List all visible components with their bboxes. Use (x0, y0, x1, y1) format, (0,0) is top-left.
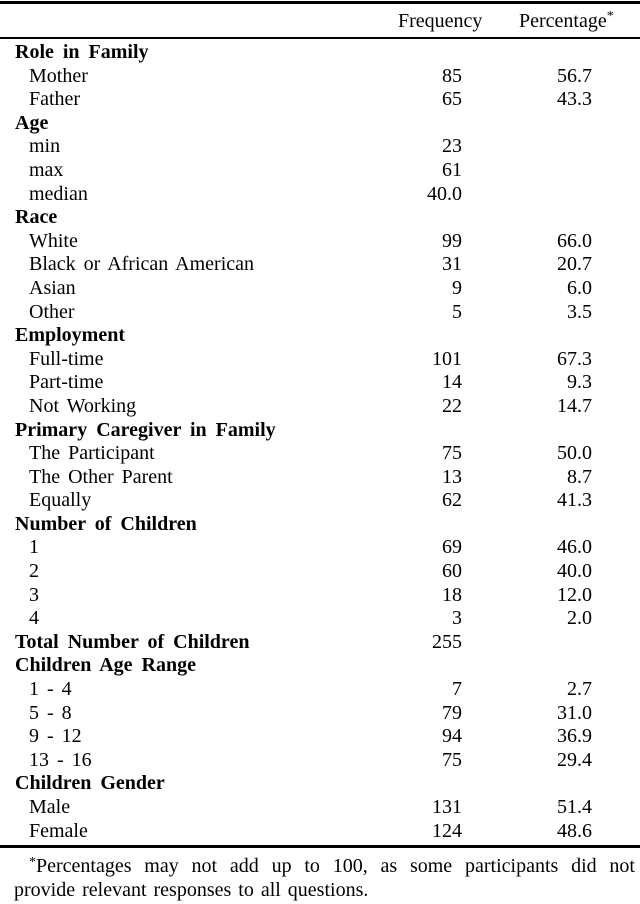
row-percentage (462, 654, 592, 678)
table-row (0, 654, 640, 678)
row-frequency: 18 (442, 583, 462, 606)
row-percentage: 20.7 (557, 253, 592, 276)
row-frequency: 124 (432, 819, 462, 842)
row-percentage (462, 631, 592, 655)
row-label: min (29, 135, 61, 158)
row-frequency (382, 419, 462, 443)
table-row (0, 65, 640, 89)
row-label: The Other Parent (29, 465, 173, 488)
row-label: 2 (29, 560, 39, 583)
table-row (0, 584, 640, 608)
row-label: Part-time (29, 371, 104, 394)
row-frequency: 9 (452, 276, 462, 299)
row-frequency: 5 (452, 300, 462, 323)
table-row (0, 230, 640, 254)
row-percentage: 3.5 (567, 300, 592, 323)
row-label: Race (15, 206, 58, 229)
row-percentage (462, 324, 592, 348)
table-bottom-rule (0, 845, 640, 848)
table-row (0, 183, 640, 207)
table-row (0, 159, 640, 183)
row-label: median (29, 182, 88, 205)
row-frequency: 61 (442, 158, 462, 181)
row-label: The Participant (29, 442, 155, 465)
row-frequency: 13 (442, 465, 462, 488)
row-frequency: 22 (442, 394, 462, 417)
row-label: 9 - 12 (29, 725, 82, 748)
row-percentage: 8.7 (567, 465, 592, 488)
row-percentage: 46.0 (557, 536, 592, 559)
table-row (0, 749, 640, 773)
table-row (0, 135, 640, 159)
row-frequency: 14 (442, 371, 462, 394)
row-frequency: 40.0 (427, 182, 462, 205)
row-frequency: 31 (442, 253, 462, 276)
percentage-column-header (519, 8, 614, 34)
table-row (0, 536, 640, 560)
table-header-row (0, 4, 640, 37)
table-row (0, 466, 640, 490)
table-row (0, 324, 640, 348)
table-body (0, 39, 640, 845)
row-label: Not Working (29, 394, 137, 417)
row-percentage: 31.0 (557, 701, 592, 724)
table-row (0, 631, 640, 655)
table-row (0, 442, 640, 466)
table-row (0, 489, 640, 513)
row-label: 13 - 16 (29, 748, 92, 771)
row-frequency: 7 (452, 678, 462, 701)
row-label: Full-time (29, 347, 104, 370)
row-percentage: 14.7 (557, 394, 592, 417)
row-percentage (462, 772, 592, 796)
row-percentage (462, 112, 592, 136)
footnote-asterisk: * (29, 855, 36, 871)
row-label: 1 (29, 536, 39, 559)
row-frequency: 79 (442, 701, 462, 724)
row-frequency: 131 (432, 796, 462, 818)
row-percentage: 41.3 (557, 489, 592, 512)
row-percentage: 43.3 (557, 88, 592, 111)
row-frequency: 75 (442, 748, 462, 771)
row-frequency (382, 41, 462, 65)
row-frequency: 85 (442, 64, 462, 87)
row-frequency: 94 (442, 725, 462, 748)
row-label: Male (29, 796, 71, 818)
row-frequency: 65 (442, 88, 462, 111)
row-label: Age (15, 111, 49, 134)
row-frequency: 60 (442, 560, 462, 583)
row-percentage: 56.7 (557, 64, 592, 87)
row-label: Female (29, 819, 88, 842)
table-row (0, 371, 640, 395)
row-frequency: 62 (442, 489, 462, 512)
table-row (0, 348, 640, 372)
row-percentage: 29.4 (557, 748, 592, 771)
row-frequency: 3 (452, 607, 462, 630)
row-label: Equally (29, 489, 92, 512)
row-label: Other (29, 300, 75, 323)
row-label: Children Age Range (15, 654, 196, 677)
row-percentage (462, 159, 592, 183)
footnote-text: Percentages may not add up to 100, as some participants did not provide relevant responses to all questions. (14, 855, 635, 901)
percentage-header-label: Percentage (519, 10, 607, 32)
row-frequency: 23 (442, 135, 462, 158)
row-percentage (462, 135, 592, 159)
row-label: 3 (29, 583, 39, 606)
row-percentage: 36.9 (557, 725, 592, 748)
row-frequency: 69 (442, 536, 462, 559)
table-row (0, 206, 640, 230)
table-row (0, 253, 640, 277)
row-label: 5 - 8 (29, 701, 72, 724)
row-frequency (382, 772, 462, 796)
row-frequency (382, 206, 462, 230)
row-label: Asian (29, 276, 76, 299)
row-label: Number of Children (15, 512, 197, 535)
row-label: White (29, 229, 78, 252)
row-frequency (382, 654, 462, 678)
row-percentage (462, 41, 592, 65)
table-row (0, 112, 640, 136)
row-frequency (382, 513, 462, 537)
table-row (0, 678, 640, 702)
row-label: Children Gender (15, 772, 165, 795)
table-row (0, 702, 640, 726)
row-frequency: 99 (442, 229, 462, 252)
table-row (0, 395, 640, 419)
row-label: Father (29, 88, 81, 111)
row-frequency (382, 324, 462, 348)
table-row (0, 88, 640, 112)
row-label: 4 (29, 607, 39, 630)
row-percentage (462, 419, 592, 443)
row-frequency: 75 (442, 442, 462, 465)
row-percentage: 2.0 (567, 607, 592, 630)
table-row (0, 513, 640, 537)
table-row (0, 796, 640, 820)
row-percentage: 6.0 (567, 276, 592, 299)
row-percentage: 2.7 (567, 678, 592, 701)
row-percentage: 50.0 (557, 442, 592, 465)
row-percentage: 9.3 (567, 371, 592, 394)
row-frequency: 255 (432, 630, 462, 653)
row-label: Black or African American (29, 253, 255, 276)
row-percentage: 67.3 (557, 347, 592, 370)
row-label: Role in Family (15, 41, 149, 63)
table-row (0, 772, 640, 796)
row-frequency: 101 (432, 347, 462, 370)
row-label: Employment (15, 324, 125, 347)
percentage-asterisk: * (606, 9, 614, 24)
table-row (0, 725, 640, 749)
frequency-column-header: Frequency (398, 10, 483, 32)
row-percentage: 51.4 (557, 796, 592, 818)
row-label: Total Number of Children (15, 630, 250, 653)
table-row (0, 607, 640, 631)
table-row (0, 277, 640, 301)
row-percentage: 48.6 (557, 819, 592, 842)
row-label: Mother (29, 64, 88, 87)
row-label: 1 - 4 (29, 678, 72, 701)
row-percentage (462, 206, 592, 230)
table-row (0, 41, 640, 65)
row-percentage (462, 513, 592, 537)
table-row (0, 301, 640, 325)
table-row (0, 820, 640, 844)
row-percentage (462, 183, 592, 207)
row-label: max (29, 158, 64, 181)
table-row (0, 419, 640, 443)
row-percentage: 40.0 (557, 560, 592, 583)
table-footnote (14, 855, 635, 902)
table-row (0, 560, 640, 584)
row-frequency (382, 112, 462, 136)
row-label: Primary Caregiver in Family (15, 418, 276, 441)
row-percentage: 66.0 (557, 229, 592, 252)
row-percentage: 12.0 (557, 583, 592, 606)
